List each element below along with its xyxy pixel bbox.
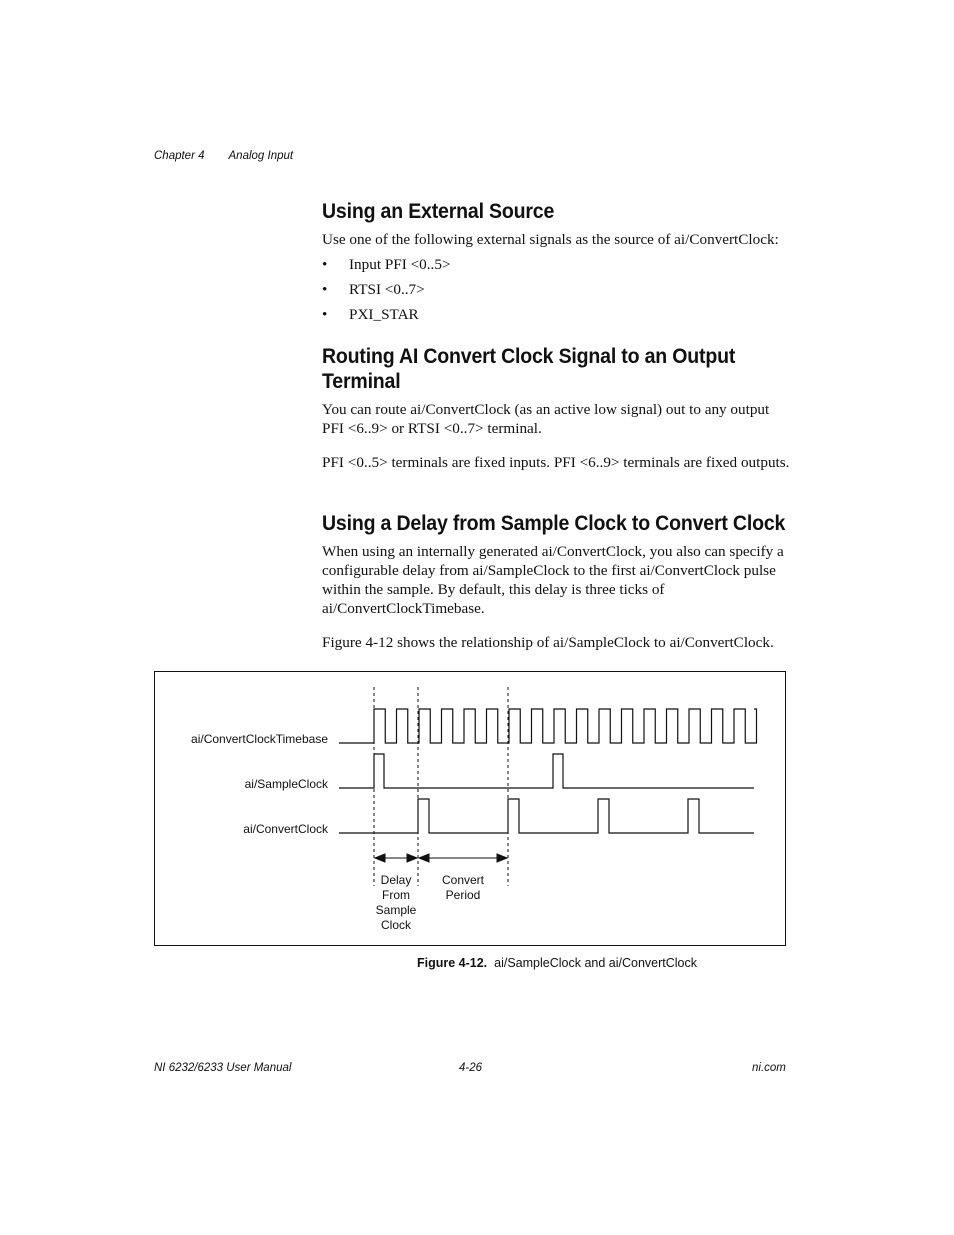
waveform-convert-clock [339,799,754,833]
bullet-text: RTSI <0..7> [349,281,425,298]
external-source-intro: Use one of the following external signals as the source of ai/ConvertClock: [322,231,779,248]
chapter-title: Analog Input [228,150,294,162]
footer-page-number: 4-26 [459,1062,483,1074]
footer-website: ni.com [752,1062,786,1074]
delay-paragraph-2: Figure 4-12 shows the relationship of ai/SampleClock to ai/ConvertClock. [322,634,774,651]
routing-paragraph-1: You can route ai/ConvertClock (as an active low signal) out to any output PFI <6..9> or RTSI <0..7> terminal. [322,401,770,437]
figure-caption [417,956,697,970]
section-heading-routing-line1: Routing AI Convert Clock Signal to an Output [322,345,736,368]
arrowhead-icon [407,854,417,862]
waveform-convert-clock-timebase [339,709,757,743]
signal-label-sample-clock: ai/SampleClock [244,777,328,791]
figure-caption-label: Figure 4-12. [417,956,488,970]
timing-diagram [155,672,785,945]
section-heading-routing-line2: Terminal [322,370,401,393]
signal-label-convert-clock-timebase: ai/ConvertClockTimebase [191,732,328,746]
delay-label-line: Clock [380,918,412,932]
bullet-text: PXI_STAR [349,306,419,323]
timing-diagram-figure [154,671,786,946]
arrowhead-icon [497,854,507,862]
arrowhead-icon [419,854,429,862]
period-label-line: Period [445,888,481,902]
bullet-dot: • [322,306,328,323]
figure-caption-text: ai/SampleClock and ai/ConvertClock [494,956,697,970]
footer-manual-title: NI 6232/6233 User Manual [154,1062,292,1074]
arrowhead-icon [375,854,385,862]
section-heading-routing [322,344,766,394]
section-heading-external-source: Using an External Source [322,200,555,223]
signal-label-convert-clock: ai/ConvertClock [243,822,328,836]
bullet-text: Input PFI <0..5> [349,256,451,273]
delay-paragraph-1: When using an internally generated ai/ConvertClock, you also can specify a configurable delay from ai/SampleClock to the first ai/ConvertClock pulse within the sample. By default, this delay is three ticks of ai/ConvertClockTimebase. [322,543,784,617]
bullet-dot: • [322,281,328,298]
chapter-number: Chapter 4 [154,150,205,162]
running-header [154,150,293,162]
delay-label-line: From [382,888,410,902]
waveform-sample-clock [339,754,754,788]
delay-label-line: Delay [380,873,412,887]
delay-label-line: Sample [375,903,417,917]
section-heading-delay: Using a Delay from Sample Clock to Convert Clock [322,512,786,535]
bullet-dot: • [322,256,328,273]
period-label-line: Convert [441,873,485,887]
routing-paragraph-2: PFI <0..5> terminals are fixed inputs. PFI <6..9> terminals are fixed outputs. [322,454,790,471]
